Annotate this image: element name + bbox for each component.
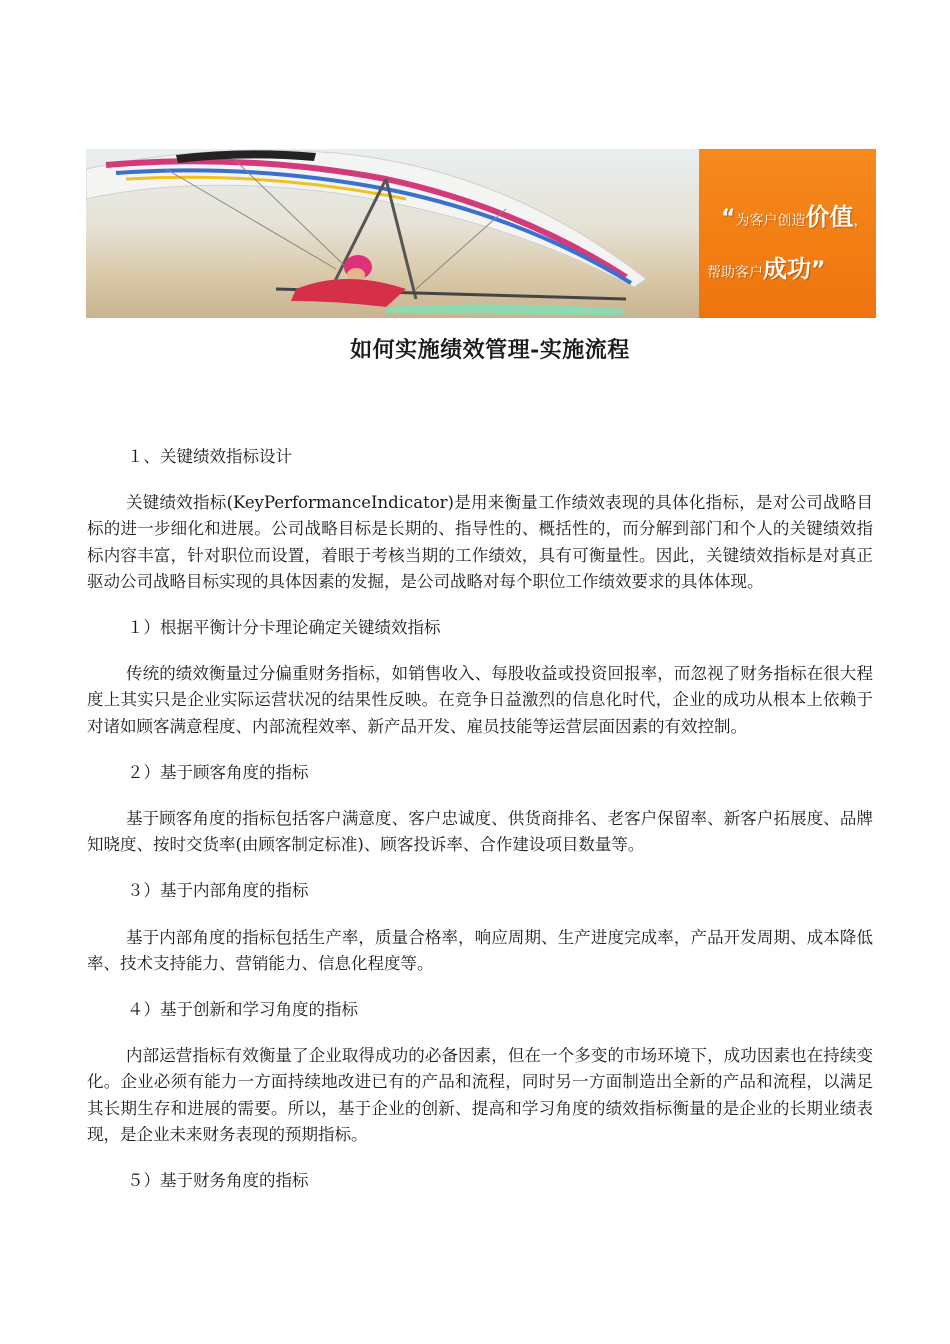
slogan-close-quote: ”: [811, 258, 826, 283]
section-heading: ５）基于财务角度的指标: [127, 1171, 309, 1191]
section-heading: １、关键绩效指标设计: [127, 447, 292, 466]
slogan-text-big: 成功: [763, 255, 811, 283]
slogan-line-1: [721, 197, 867, 232]
banner: [86, 149, 876, 318]
slogan-text-big: 价值: [805, 203, 854, 231]
slogan-open-quote: “: [721, 206, 736, 231]
hang-glider-photo: [86, 149, 699, 318]
section-heading: １）根据平衡计分卡理论确定关键绩效指标: [127, 618, 441, 638]
section-paragraph: 关键绩效指标(KeyPerformanceIndicator)是用来衡量工作绩效表现的具体化指标，是对公司战略目标的进一步细化和进展。公司战略目标是长期的、指导性的、概括性的，而分解到部门和个人的关键绩效指标内容丰富，针对职位而设置，着眼于考核当期的工作绩效，具有可衡量性。因此，关键绩效指标是对真正驱动公司战略目标实现的具体因素的发掘，是公司战略对每个职位工作绩效要求的具体体现。: [87, 493, 873, 591]
section-paragraph: 传统的绩效衡量过分偏重财务指标，如销售收入、每股收益或投资回报率，而忽视了财务指标在很大程度上其实只是企业实际运营状况的结果性反映。在竞争日益激烈的信息化时代，企业的成功从根本上依赖于对诸如顾客满意程度、内部流程效率、新产品开发、雇员技能等运营层面因素的有效控制。: [87, 664, 873, 736]
slogan-comma: ，: [853, 213, 868, 229]
section-heading: ３）基于内部角度的指标: [127, 881, 309, 901]
slogan-text-small: 帮助客户: [707, 265, 763, 281]
section-paragraph: 内部运营指标有效衡量了企业取得成功的必备因素，但在一个多变的市场环境下，成功因素也在持续变化。企业必须有能力一方面持续地改进已有的产品和流程，同时另一方面制造出全新的产品和流程，以满足其长期生存和进展的需要。所以，基于企业的创新、提高和学习角度的绩效指标衡量的是企业的长期业绩表现，是企业未来财务表现的预期指标。: [87, 1046, 873, 1144]
section-heading: ４）基于创新和学习角度的指标: [127, 1000, 358, 1020]
section-paragraph: 基于内部角度的指标包括生产率，质量合格率，响应周期、生产进度完成率，产品开发周期、成本降低率、技术支持能力、营销能力、信息化程度等。: [87, 927, 873, 973]
slogan-line-2: [707, 249, 825, 284]
slogan-panel: [699, 149, 876, 318]
section-paragraph: 基于顾客角度的指标包括客户满意度、客户忠诚度、供货商排名、老客户保留率、新客户拓展度、品牌知晓度、按时交货率(由顾客制定标准)、顾客投诉率、合作建设项目数量等。: [87, 809, 873, 855]
document-body: [87, 444, 873, 1214]
slogan-text-small: 为客户创造: [735, 213, 806, 229]
hang-glider-illustration: [86, 149, 699, 318]
section-heading: ２）基于顾客角度的指标: [127, 762, 309, 782]
document-title: 如何实施绩效管理-实施流程: [350, 337, 630, 363]
